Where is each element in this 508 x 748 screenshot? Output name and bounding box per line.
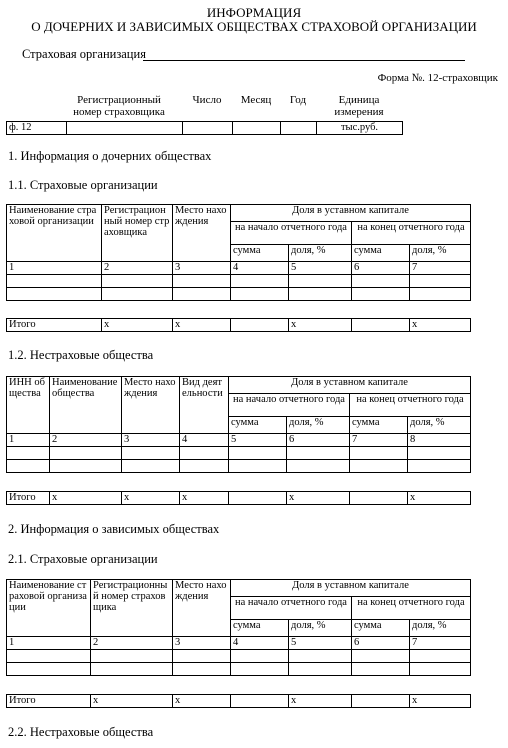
form-number-label: Форма №. 12-страховщик [377, 72, 498, 84]
codes-header-month: Месяц [240, 94, 272, 106]
total-label: Итого [7, 319, 102, 332]
org-name-line [143, 60, 465, 61]
col-number: 6 [287, 434, 350, 447]
table-cell [50, 447, 122, 460]
col-number: 2 [102, 262, 173, 275]
codes-month-cell [233, 122, 281, 135]
col-header-reg: Регистрационный номер страховщика [91, 580, 173, 637]
col-header-sum: сумма [350, 417, 408, 434]
section-1-2-heading: 1.2. Нестраховые общества [8, 348, 154, 362]
total-cell: х [410, 319, 471, 332]
table-cell [50, 460, 122, 473]
total-row [7, 492, 471, 505]
table-cell [410, 650, 471, 663]
total-label: Итого [7, 695, 91, 708]
col-header-place: Место нахождения [122, 377, 180, 434]
table-cell [352, 663, 410, 676]
total-cell: х [173, 319, 231, 332]
table-header-row [7, 377, 471, 394]
table-2-1-total [6, 694, 471, 708]
col-header-sum: сумма [352, 245, 410, 262]
table-cell [7, 275, 102, 288]
table-cell [410, 288, 471, 301]
col-header-name: Наименование страховой организации [7, 205, 102, 262]
codes-header-unit: Единица измерения [334, 94, 384, 118]
total-cell: х [180, 492, 229, 505]
col-number: 4 [180, 434, 229, 447]
col-number: 4 [231, 262, 289, 275]
codes-table [6, 121, 403, 135]
col-header-pct: доля, % [410, 245, 471, 262]
col-number: 5 [289, 262, 352, 275]
table-cell [102, 275, 173, 288]
table-cell [173, 663, 231, 676]
table-cell [287, 447, 350, 460]
codes-reg-number-cell [67, 122, 183, 135]
table-2-1 [6, 579, 471, 676]
table-cell [102, 288, 173, 301]
total-cell: х [287, 492, 350, 505]
table-1-2 [6, 376, 471, 473]
col-number: 7 [350, 434, 408, 447]
table-cell [408, 447, 471, 460]
col-header-inn: ИНН общества [7, 377, 50, 434]
table-cell [231, 288, 289, 301]
col-number: 3 [173, 262, 231, 275]
col-header-share: Доля в уставном капитале [231, 580, 471, 597]
col-number: 6 [352, 262, 410, 275]
total-cell: х [410, 695, 471, 708]
total-cell [231, 319, 289, 332]
col-number: 4 [231, 637, 289, 650]
table-row [7, 288, 471, 301]
table-cell [122, 447, 180, 460]
table-1-1-total [6, 318, 471, 332]
codes-unit-cell: тыс.руб. [317, 122, 403, 135]
codes-row [7, 122, 403, 135]
total-cell: х [289, 695, 352, 708]
col-header-end: на конец отчетного года [352, 597, 471, 620]
col-header-sum: сумма [231, 620, 289, 637]
col-header-pct: доля, % [410, 620, 471, 637]
table-cell [7, 663, 91, 676]
table-row [7, 460, 471, 473]
table-cell [408, 460, 471, 473]
col-number: 5 [229, 434, 287, 447]
table-row [7, 447, 471, 460]
col-number: 1 [7, 434, 50, 447]
col-number: 2 [91, 637, 173, 650]
table-header-row [7, 580, 471, 597]
total-label: Итого [7, 492, 50, 505]
table-cell [91, 663, 173, 676]
col-header-name: Наименование страховой организации [7, 580, 91, 637]
codes-number-cell [183, 122, 233, 135]
table-cell [352, 288, 410, 301]
section-1-1-heading: 1.1. Страховые организации [8, 178, 158, 192]
col-number: 6 [352, 637, 410, 650]
section-2-heading: 2. Информация о зависимых обществах [8, 522, 220, 536]
col-header-pct: доля, % [289, 245, 352, 262]
table-cell [173, 650, 231, 663]
table-cell [180, 460, 229, 473]
col-header-share: Доля в уставном капитале [231, 205, 471, 222]
col-number: 1 [7, 637, 91, 650]
col-number: 7 [410, 637, 471, 650]
section-2-1-heading: 2.1. Страховые организации [8, 552, 158, 566]
table-cell [231, 650, 289, 663]
total-cell: х [289, 319, 352, 332]
total-row [7, 319, 471, 332]
col-number: 5 [289, 637, 352, 650]
col-header-place: Место нахождения [173, 205, 231, 262]
col-header-pct: доля, % [287, 417, 350, 434]
col-header-sum: сумма [352, 620, 410, 637]
table-cell [7, 288, 102, 301]
col-number: 3 [173, 637, 231, 650]
col-header-sum: сумма [231, 245, 289, 262]
col-number: 7 [410, 262, 471, 275]
col-header-sum: сумма [229, 417, 287, 434]
table-cell [289, 275, 352, 288]
table-cell [410, 275, 471, 288]
table-cell [91, 650, 173, 663]
col-number-row [7, 262, 471, 275]
col-header-start: на начало отчетного года [231, 597, 352, 620]
table-row [7, 663, 471, 676]
total-cell [350, 492, 408, 505]
codes-header-number: Число [192, 94, 222, 106]
col-header-place: Место нахождения [173, 580, 231, 637]
col-header-activity: Вид деятельности [180, 377, 229, 434]
table-cell [229, 447, 287, 460]
total-cell [231, 695, 289, 708]
total-row [7, 695, 471, 708]
col-header-start: на начало отчетного года [231, 222, 352, 245]
table-cell [289, 663, 352, 676]
codes-header-reg-number: Регистрационный номер страховщика [73, 94, 165, 118]
col-number: 2 [50, 434, 122, 447]
col-header-pct: доля, % [408, 417, 471, 434]
total-cell [352, 319, 410, 332]
table-cell [229, 460, 287, 473]
section-2-2-heading: 2.2. Нестраховые общества [8, 725, 154, 739]
table-row [7, 650, 471, 663]
table-cell [231, 275, 289, 288]
table-cell [180, 447, 229, 460]
table-cell [289, 650, 352, 663]
col-number: 3 [122, 434, 180, 447]
section-1-heading: 1. Информация о дочерних обществах [8, 149, 212, 163]
table-cell [122, 460, 180, 473]
table-cell [289, 288, 352, 301]
total-cell: х [173, 695, 231, 708]
table-row [7, 275, 471, 288]
col-number: 1 [7, 262, 102, 275]
table-cell [7, 650, 91, 663]
total-cell [229, 492, 287, 505]
table-cell [352, 275, 410, 288]
form-title-line2: О ДОЧЕРНИХ И ЗАВИСИМЫХ ОБЩЕСТВАХ СТРАХОВОЙ ОРГАНИЗАЦИИ [31, 19, 477, 34]
table-cell [7, 447, 50, 460]
table-cell [173, 288, 231, 301]
col-header-share: Доля в уставном капитале [229, 377, 471, 394]
table-1-1 [6, 204, 471, 301]
total-cell: х [50, 492, 122, 505]
total-cell: х [91, 695, 173, 708]
total-cell [352, 695, 410, 708]
table-cell [410, 663, 471, 676]
col-header-reg: Регистрационный номер страховщика [102, 205, 173, 262]
col-number-row [7, 434, 471, 447]
col-header-start: на начало отчетного года [229, 394, 350, 417]
codes-header-year: Год [289, 94, 307, 106]
col-header-name: Наименование общества [50, 377, 122, 434]
col-header-end: на конец отчетного года [352, 222, 471, 245]
col-number-row [7, 637, 471, 650]
table-1-2-total [6, 491, 471, 505]
total-cell: х [102, 319, 173, 332]
table-cell [350, 460, 408, 473]
col-number: 8 [408, 434, 471, 447]
table-header-row [7, 205, 471, 222]
col-header-pct: доля, % [289, 620, 352, 637]
table-cell [287, 460, 350, 473]
col-header-end: на конец отчетного года [350, 394, 471, 417]
table-cell [350, 447, 408, 460]
table-cell [231, 663, 289, 676]
codes-year-cell [281, 122, 317, 135]
table-cell [173, 275, 231, 288]
form-title-line1: ИНФОРМАЦИЯ [206, 5, 302, 20]
table-cell [7, 460, 50, 473]
table-cell [352, 650, 410, 663]
total-cell: х [122, 492, 180, 505]
total-cell: х [408, 492, 471, 505]
codes-form-label: ф. 12 [7, 122, 67, 135]
org-label: Страховая организация [22, 47, 146, 61]
